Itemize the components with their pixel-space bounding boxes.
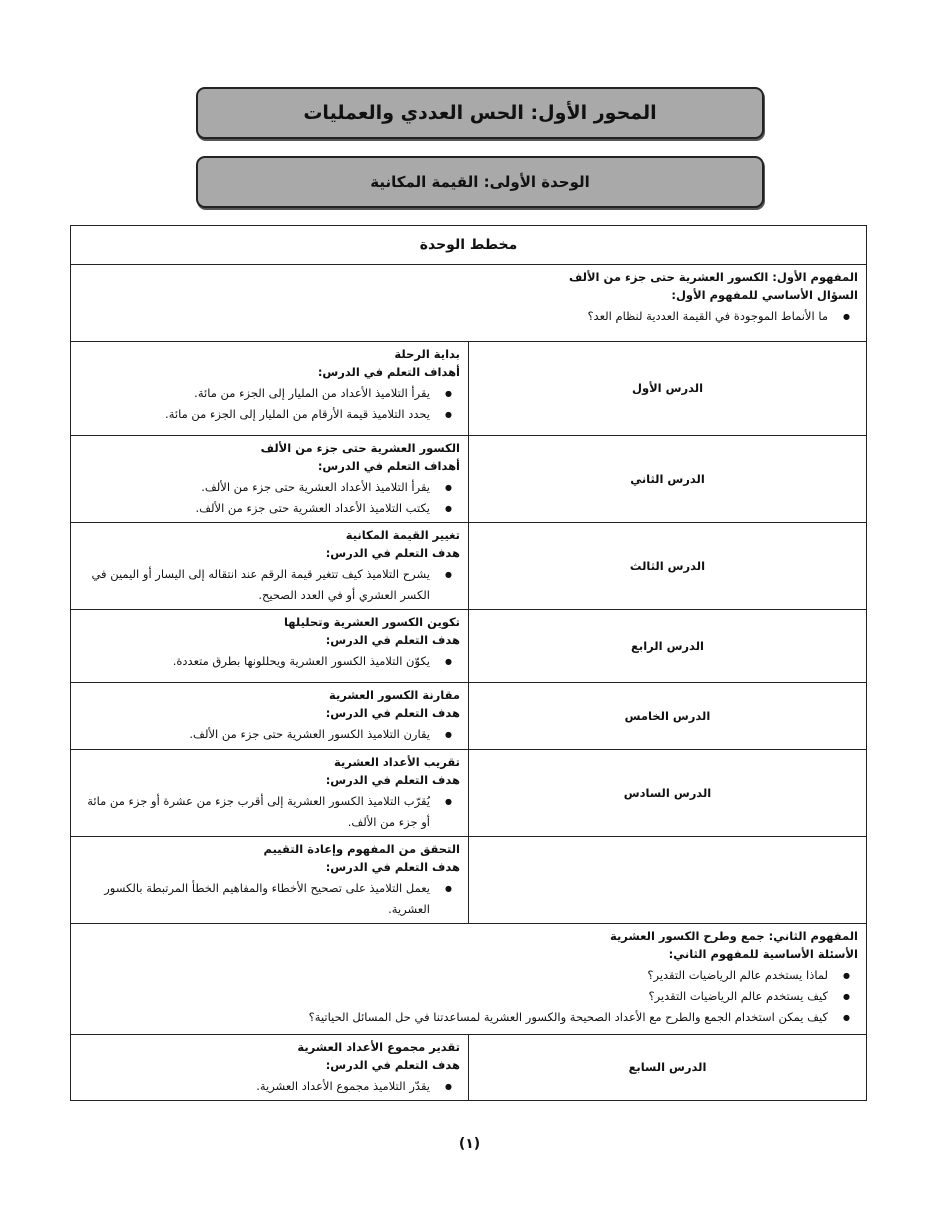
lesson-row [71, 683, 867, 750]
lesson-title: الكسور العشرية حتى جزء من الألف [260, 441, 460, 455]
lesson-title: مقارنة الكسور العشرية [328, 688, 460, 702]
lesson-title: تقريب الأعداد العشرية [334, 755, 460, 769]
goal-list [77, 724, 460, 745]
lesson-row [71, 750, 867, 837]
goal-label: هدف التعلم في الدرس: [325, 860, 460, 874]
goal-label: هدف التعلم في الدرس: [325, 1058, 460, 1072]
lesson-row [71, 1035, 867, 1101]
goal-list [77, 477, 460, 519]
concept2-title: المفهوم الثاني: جمع وطرح الكسور العشرية [610, 929, 858, 943]
lesson-title: تغيير القيمة المكانية [345, 528, 460, 542]
goal-item: ● يقارن التلاميذ الكسور العشرية حتى جزء من الألف. [77, 724, 430, 745]
unit-plan-table [70, 225, 867, 1101]
goal-label: هدف التعلم في الدرس: [325, 633, 460, 647]
goal-list [77, 651, 460, 672]
lesson-cell [71, 683, 469, 750]
concept1-cell [71, 265, 867, 342]
axis-title: المحور الأول: الحس العددي والعمليات [196, 87, 764, 139]
concept2-question: ● لماذا يستخدم عالم الرياضيات التقدير؟ [77, 965, 828, 986]
goal-list [77, 791, 460, 833]
goal-label: هدف التعلم في الدرس: [325, 706, 460, 720]
goal-item: ● يقدّر التلاميذ مجموع الأعداد العشرية. [77, 1076, 430, 1097]
goal-list [77, 1076, 460, 1097]
lesson-label [469, 837, 867, 924]
lesson-title: بداية الرحلة [394, 347, 460, 361]
lesson-row [71, 436, 867, 523]
lesson-row [71, 837, 867, 924]
lesson-cell [71, 342, 469, 436]
lesson-cell [71, 610, 469, 683]
goal-label: أهداف التعلم في الدرس: [317, 365, 460, 379]
unit-title: الوحدة الأولى: القيمة المكانية [196, 156, 764, 208]
lesson-row [71, 523, 867, 610]
lesson-title: التحقق من المفهوم وإعادة التقييم [263, 842, 460, 856]
concept2-cell [71, 924, 867, 1035]
lesson-cell [71, 1035, 469, 1101]
goal-item: ● يعمل التلاميذ على تصحيح الأخطاء والمفاهيم الخطأ المرتبطة بالكسور العشرية. [77, 878, 430, 920]
page-number: (١) [458, 1136, 481, 1152]
lesson-row [71, 342, 867, 436]
lesson-cell [71, 750, 469, 837]
goal-item: ● يشرح التلاميذ كيف تتغير قيمة الرقم عند انتقاله إلى اليسار أو اليمين في الكسر العشري أو في العدد الصحيح. [77, 564, 430, 606]
lesson-cell [71, 837, 469, 924]
lesson-label: الدرس الأول [469, 342, 867, 436]
concept2-question: ● كيف يستخدم عالم الرياضيات التقدير؟ [77, 986, 828, 1007]
concept1-question-label: السؤال الأساسي للمفهوم الأول: [671, 288, 858, 302]
goal-item: ● يكتب التلاميذ الأعداد العشرية حتى جزء من الألف. [77, 498, 430, 519]
goal-label: هدف التعلم في الدرس: [325, 773, 460, 787]
lesson-cell [71, 523, 469, 610]
goal-item: ● يحدد التلاميذ قيمة الأرقام من المليار إلى الجزء من مائة. [77, 404, 430, 425]
goal-list [77, 564, 460, 606]
lesson-cell [71, 436, 469, 523]
goal-item: ● يكوّن التلاميذ الكسور العشرية ويحللونها بطرق متعددة. [77, 651, 430, 672]
concept2-row [71, 924, 867, 1035]
lesson-label: الدرس الثاني [469, 436, 867, 523]
lesson-title: تقدير مجموع الأعداد العشرية [297, 1040, 460, 1054]
lesson-label: الدرس السادس [469, 750, 867, 837]
lesson-label: الدرس السابع [469, 1035, 867, 1101]
plan-header-row [71, 226, 867, 265]
concept2-questions [77, 965, 858, 1028]
lesson-title: تكوين الكسور العشرية وتحليلها [283, 615, 460, 629]
goal-label: هدف التعلم في الدرس: [325, 546, 460, 560]
lesson-label: الدرس الثالث [469, 523, 867, 610]
goal-list [77, 383, 460, 425]
concept1-question: ● ما الأنماط الموجودة في القيمة العددية لنظام العد؟ [77, 306, 828, 327]
goal-item: ● يُقرّب التلاميذ الكسور العشرية إلى أقرب جزء من عشرة أو جزء من مائة أو جزء من الألف. [77, 791, 430, 833]
lesson-row [71, 610, 867, 683]
goal-item: ● يقرأ التلاميذ الأعداد العشرية حتى جزء من الألف. [77, 477, 430, 498]
concept1-questions [77, 306, 858, 327]
concept2-question-label: الأسئلة الأساسية للمفهوم الثاني: [668, 947, 858, 961]
concept1-row [71, 265, 867, 342]
goal-label: أهداف التعلم في الدرس: [317, 459, 460, 473]
goal-item: ● يقرأ التلاميذ الأعداد من المليار إلى الجزء من مائة. [77, 383, 430, 404]
concept2-question: ● كيف يمكن استخدام الجمع والطرح مع الأعداد الصحيحة والكسور العشرية لمساعدتنا في حل المسائل الحياتية؟ [77, 1007, 828, 1028]
goal-list [77, 878, 460, 920]
lesson-label: الدرس الرابع [469, 610, 867, 683]
plan-title: مخطط الوحدة [71, 226, 867, 265]
concept1-title: المفهوم الأول: الكسور العشرية حتى جزء من الألف [568, 270, 858, 284]
lesson-label: الدرس الخامس [469, 683, 867, 750]
